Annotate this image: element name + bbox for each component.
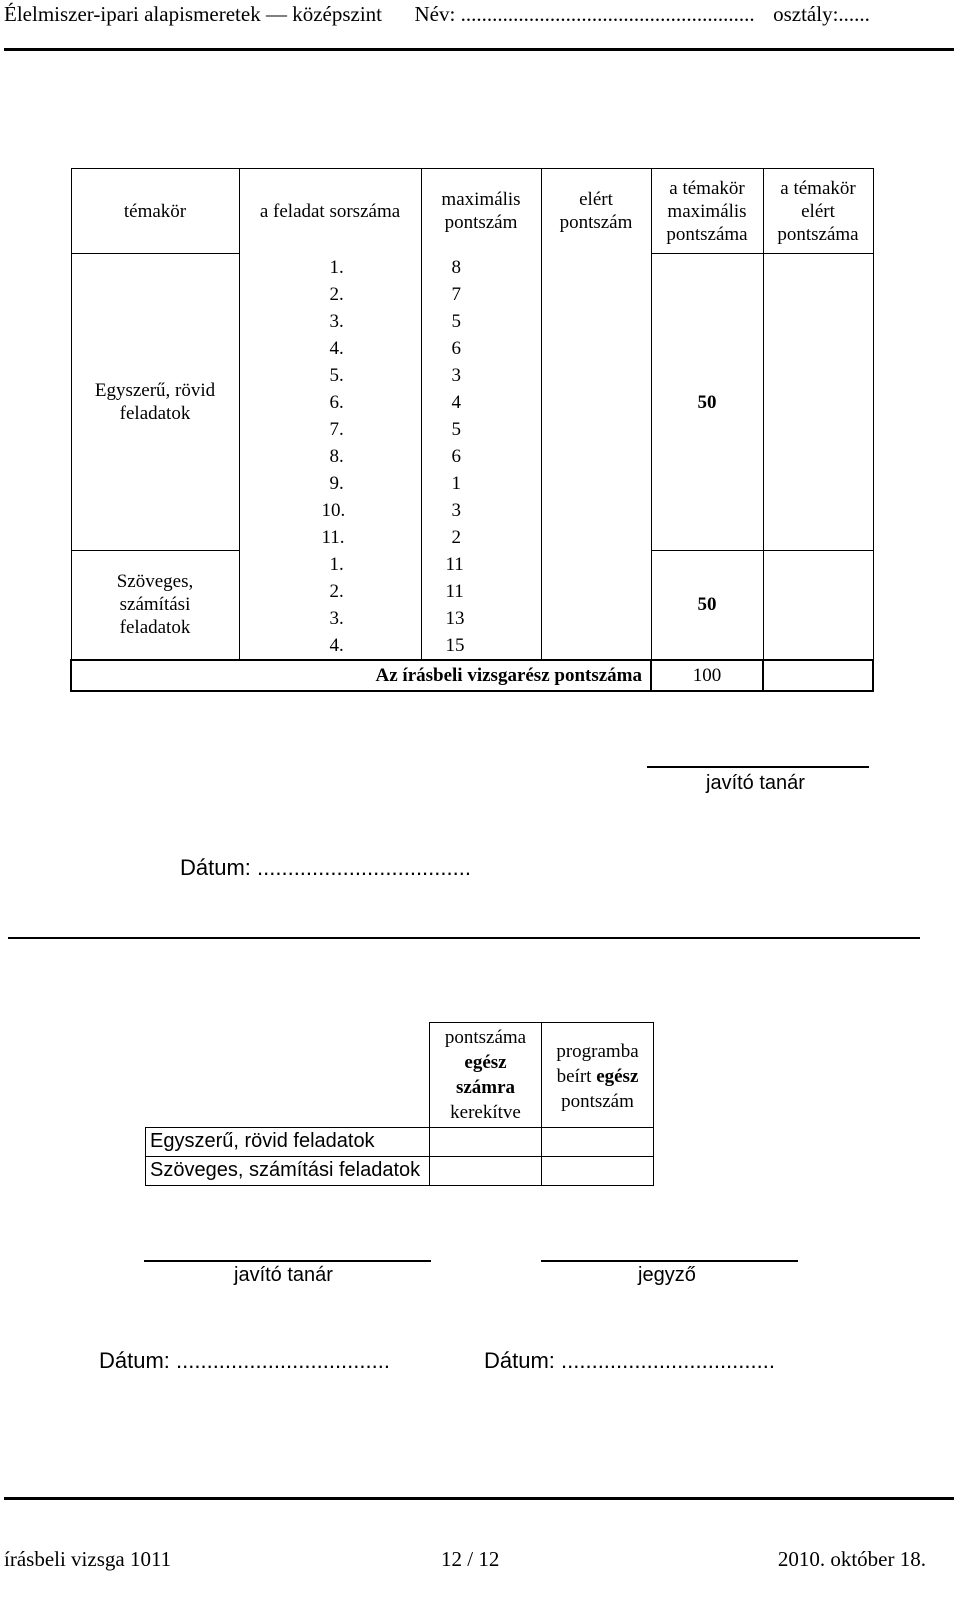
task-number: 2. xyxy=(239,578,421,605)
topic-achieved-cell[interactable] xyxy=(763,254,873,551)
task-max-points: 11 xyxy=(421,551,541,578)
header-task-number: a feladat sorszáma xyxy=(239,169,421,254)
task-achieved-cell[interactable] xyxy=(541,605,651,632)
date-field-right: Dátum: ................................... xyxy=(484,1348,775,1373)
task-achieved-cell[interactable] xyxy=(541,470,651,497)
task-max-points: 3 xyxy=(421,362,541,389)
signature-line xyxy=(647,766,869,768)
score-table xyxy=(70,168,874,692)
subject-title: Élelmiszer-ipari alapismeretek — középszint xyxy=(4,2,383,26)
task-max-points: 11 xyxy=(421,578,541,605)
task-max-points: 6 xyxy=(421,443,541,470)
task-number: 3. xyxy=(239,308,421,335)
summary-rounded-cell[interactable] xyxy=(430,1127,542,1156)
total-label: Az írásbeli vizsgarész pontszáma xyxy=(71,660,651,691)
header-achieved-points: elért pontszám xyxy=(541,169,651,254)
task-number: 11. xyxy=(239,524,421,551)
total-achieved-cell[interactable] xyxy=(763,660,873,691)
task-max-points: 3 xyxy=(421,497,541,524)
topic-max-points: 50 xyxy=(651,254,763,551)
task-number: 3. xyxy=(239,605,421,632)
task-max-points: 6 xyxy=(421,335,541,362)
signature-line-right xyxy=(541,1260,798,1262)
header-topic: témakör xyxy=(71,169,239,254)
summary-header-entered: programba beírt egész pontszám xyxy=(542,1023,654,1128)
task-achieved-cell[interactable] xyxy=(541,362,651,389)
header-max-points: maximális pontszám xyxy=(421,169,541,254)
summary-header-rounded: pontszáma egész számra kerekítve xyxy=(430,1023,542,1128)
task-achieved-cell[interactable] xyxy=(541,578,651,605)
summary-entered-cell[interactable] xyxy=(542,1156,654,1185)
task-achieved-cell[interactable] xyxy=(541,497,651,524)
summary-empty-corner xyxy=(146,1023,430,1128)
task-achieved-cell[interactable] xyxy=(541,416,651,443)
signature-left-label: javító tanár xyxy=(234,1264,333,1286)
task-achieved-cell[interactable] xyxy=(541,281,651,308)
task-number: 4. xyxy=(239,632,421,660)
task-achieved-cell[interactable] xyxy=(541,524,651,551)
summary-row-label: Egyszerű, rövid feladatok xyxy=(146,1127,430,1156)
task-max-points: 15 xyxy=(421,632,541,660)
summary-rounded-cell[interactable] xyxy=(430,1156,542,1185)
footer-rule xyxy=(4,1497,954,1500)
task-number: 2. xyxy=(239,281,421,308)
task-number: 8. xyxy=(239,443,421,470)
date-field-left: Dátum: ................................... xyxy=(99,1348,390,1373)
task-number: 6. xyxy=(239,389,421,416)
task-max-points: 5 xyxy=(421,308,541,335)
task-max-points: 1 xyxy=(421,470,541,497)
task-achieved-cell[interactable] xyxy=(541,254,651,281)
summary-row-label: Szöveges, számítási feladatok xyxy=(146,1156,430,1185)
task-achieved-cell[interactable] xyxy=(541,632,651,660)
task-max-points: 2 xyxy=(421,524,541,551)
task-number: 1. xyxy=(239,254,421,281)
topic-name: Egyszerű, rövid feladatok xyxy=(71,254,239,551)
topic-name: Szöveges, számítási feladatok xyxy=(71,551,239,660)
footer-page-number: 12 / 12 xyxy=(441,1547,500,1571)
signature-right-label: jegyző xyxy=(638,1264,696,1286)
summary-table xyxy=(145,1022,654,1186)
class-field: osztály:...... xyxy=(773,2,870,26)
task-achieved-cell[interactable] xyxy=(541,308,651,335)
footer-left: írásbeli vizsga 1011 xyxy=(4,1547,172,1571)
task-achieved-cell[interactable] xyxy=(541,551,651,578)
footer-date: 2010. október 18. xyxy=(777,1547,926,1571)
header-topic-max: a témakör maximális pontszáma xyxy=(651,169,763,254)
topic-max-points: 50 xyxy=(651,551,763,660)
score-rows xyxy=(71,254,873,660)
date-field: Dátum: ................................... xyxy=(180,855,471,880)
section-divider xyxy=(8,937,920,939)
task-max-points: 4 xyxy=(421,389,541,416)
task-number: 9. xyxy=(239,470,421,497)
topic-achieved-cell[interactable] xyxy=(763,551,873,660)
page-header xyxy=(4,2,954,27)
task-number: 10. xyxy=(239,497,421,524)
task-achieved-cell[interactable] xyxy=(541,389,651,416)
header-topic-achieved: a témakör elért pontszáma xyxy=(763,169,873,254)
task-number: 7. xyxy=(239,416,421,443)
total-value: 100 xyxy=(651,660,763,691)
signature-label: javító tanár xyxy=(706,772,805,794)
task-number: 4. xyxy=(239,335,421,362)
task-number: 1. xyxy=(239,551,421,578)
task-max-points: 5 xyxy=(421,416,541,443)
header-rule xyxy=(4,48,954,51)
task-achieved-cell[interactable] xyxy=(541,335,651,362)
name-field: Név: ........................................................ xyxy=(414,2,755,26)
signature-line-left xyxy=(144,1260,431,1262)
task-max-points: 7 xyxy=(421,281,541,308)
task-max-points: 13 xyxy=(421,605,541,632)
task-number: 5. xyxy=(239,362,421,389)
task-achieved-cell[interactable] xyxy=(541,443,651,470)
task-max-points: 8 xyxy=(421,254,541,281)
score-row xyxy=(71,551,873,578)
score-row xyxy=(71,254,873,281)
summary-entered-cell[interactable] xyxy=(542,1127,654,1156)
